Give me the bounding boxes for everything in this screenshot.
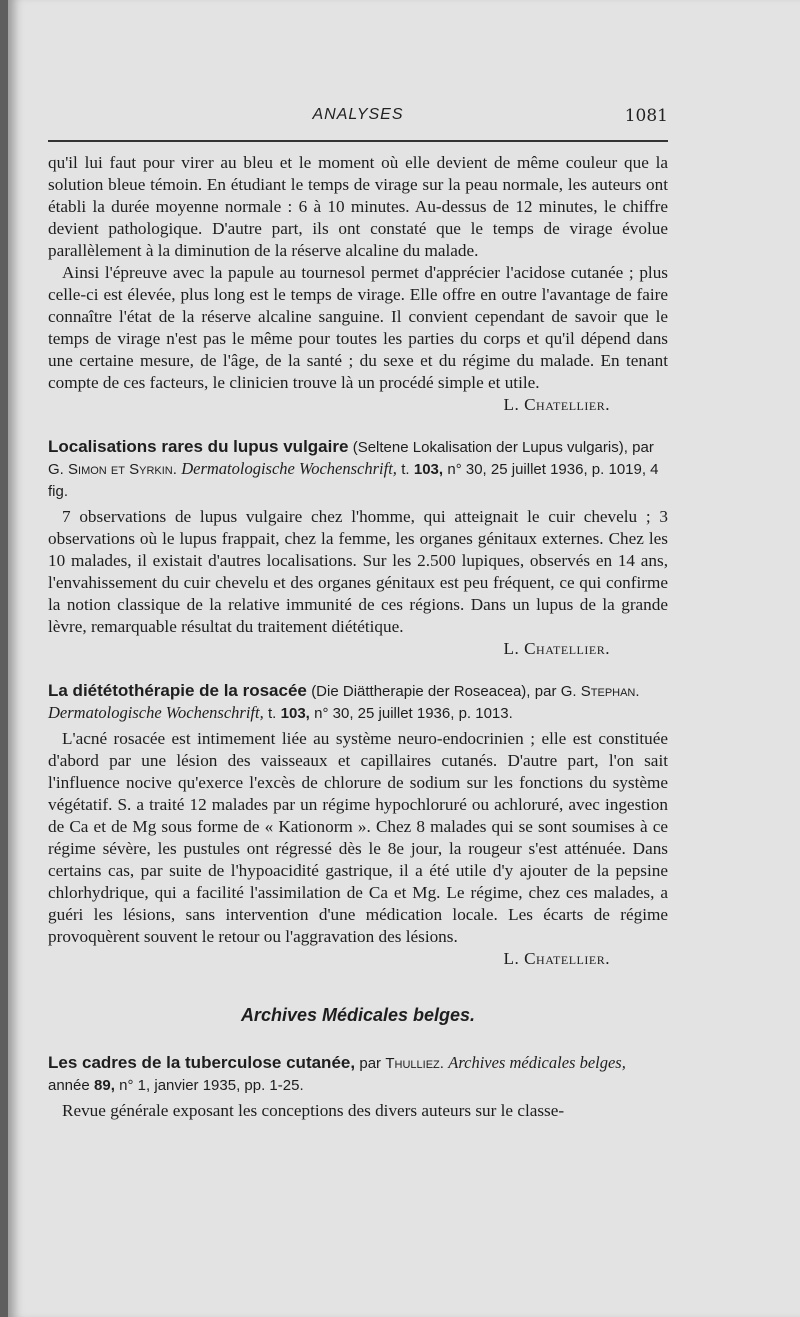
entry-tome-label: t. xyxy=(401,461,410,478)
entry-volume: 89, xyxy=(94,1077,115,1094)
header-rule xyxy=(48,140,668,142)
intro-signature: L. Chatellier. xyxy=(503,395,610,414)
review-entry-lupus xyxy=(48,436,668,660)
page-body xyxy=(48,152,668,1122)
entry-tome-label: t. xyxy=(268,705,277,722)
entry-title: Localisations rares du lupus vulgaire xyxy=(48,437,349,456)
entry-by: par xyxy=(632,439,654,456)
entry-title: Les cadres de la tuberculose cutanée, xyxy=(48,1053,356,1072)
entry-body: L'acné rosacée est intimement liée au système neuro-endocrinien ; elle est constituée d'abord par une lésion des vaisseaux et capillaires cutanés. D'autre part, l'on sait l'influence nocive qu'exerce l'excès de chlorure de sodium sur les fonctions du système végétatif. S. a traité 12 malades par un régime hypochloruré ou achloruré, avec ingestion de Ca et de Mg sous forme de « Kationorm ». Chez 8 malades qui se sont soumises à ce régime sévère, les pustules ont régressé dès le 8e jour, la rougeur s'est atténuée. Dans certains cas, par suite de l'hypoacidité gastrique, il a été utile d'y ajouter de la pepsine chlorhydrique, qui a facilité l'assimilation de Ca et Mg. Le régime, chez ces malades, a guéri les lésions, sans intervention d'une médication locale. Les écarts de régime provoquèrent souvent le retour ou l'aggravation des lésions. xyxy=(48,729,668,946)
entry-heading xyxy=(48,1052,668,1096)
intro-paragraph-2: Ainsi l'épreuve avec la papule au tournesol permet d'apprécier l'acidose cutanée ; plus celle-ci est élevée, plus long est le temps de virage. Elle offre en outre l'avantage de faire connaître l'état de la réserve alcaline sanguine. Il convient cependant de savoir que le temps de virage n'est pas le même pour toutes les parties du corps et qu'il dépend dans une certaine mesure, de l'âge, de la santé ; du sexe et du régime du malade. En tenant compte de ces facteurs, le clinicien trouve là un procédé simple et utile. xyxy=(48,263,668,392)
entry-details: n° 30, 25 juillet 1936, p. 1013. xyxy=(314,705,513,722)
entry-authors: Thulliez. xyxy=(385,1055,444,1072)
entry-signature: L. Chatellier. xyxy=(503,949,610,968)
entry-details: n° 30, 25 juillet 1936, p. 1019, 4 fig. xyxy=(48,461,659,500)
entry-original-title: (Seltene Lokalisation der Lupus vulgaris), xyxy=(352,439,628,456)
entry-heading xyxy=(48,436,668,502)
entry-authors: G. Stephan. xyxy=(560,683,640,700)
entry-signature: L. Chatellier. xyxy=(503,639,610,658)
section-heading: Archives Médicales belges. xyxy=(240,1005,476,1025)
entry-by: par xyxy=(359,1055,382,1072)
intro-paragraph-1: qu'il lui faut pour virer au bleu et le moment où elle devient de même couleur que la solution bleue témoin. En étudiant le temps de virage sur la peau normale, les auteurs ont établi la durée moyenne normale : 6 à 10 minutes. Au-dessus de 12 minutes, le chiffre devient pathologique. D'autre part, ils ont constaté que le temps de virage évolue parallèlement à la diminution de la réserve alcaline du malade. xyxy=(48,153,668,260)
entry-volume: 103, xyxy=(413,461,444,478)
entry-year-label: année xyxy=(48,1077,90,1094)
entry-original-title: (Die Diättherapie der Roseacea), xyxy=(311,683,531,700)
entry-journal: Dermatologische Wochenschrift, xyxy=(48,703,264,722)
entry-body: 7 observations de lupus vulgaire chez l'homme, qui atteignait le cuir chevelu ; 3 observations où le lupus frappait, chez la femme, les organes génitaux externes. Chez les 10 malades, il existait d'autres localisations. Sur les 2.500 lupiques, observés en 14 ans, l'envahissement du cuir chevelu et des organes génitaux est peu fréquent, ce qui confirme la notion classique de la relative immunité de ces régions. Dans un lupus de la grande lèvre, remarquable résultat du traitement diététique. xyxy=(48,507,668,636)
entry-details: n° 1, janvier 1935, pp. 1-25. xyxy=(119,1077,304,1094)
book-spine-shadow xyxy=(0,0,8,1317)
review-entry-tuberculose xyxy=(48,1052,668,1122)
entry-volume: 103, xyxy=(280,705,310,722)
entry-authors: G. Simon et Syrkin. xyxy=(48,461,177,478)
entry-journal: Dermatologische Wochenschrift, xyxy=(181,459,397,478)
page-number: 1081 xyxy=(624,106,668,126)
entry-body: Revue générale exposant les conceptions des divers auteurs sur le classe- xyxy=(62,1101,565,1120)
entry-heading xyxy=(48,680,668,724)
entry-journal: Archives médicales belges, xyxy=(448,1053,626,1072)
review-entry-rosacea xyxy=(48,680,668,970)
running-title: ANALYSES xyxy=(312,106,404,123)
running-header xyxy=(48,104,668,132)
entry-title: La diététothérapie de la rosacée xyxy=(48,681,307,700)
entry-by: par xyxy=(534,683,557,700)
